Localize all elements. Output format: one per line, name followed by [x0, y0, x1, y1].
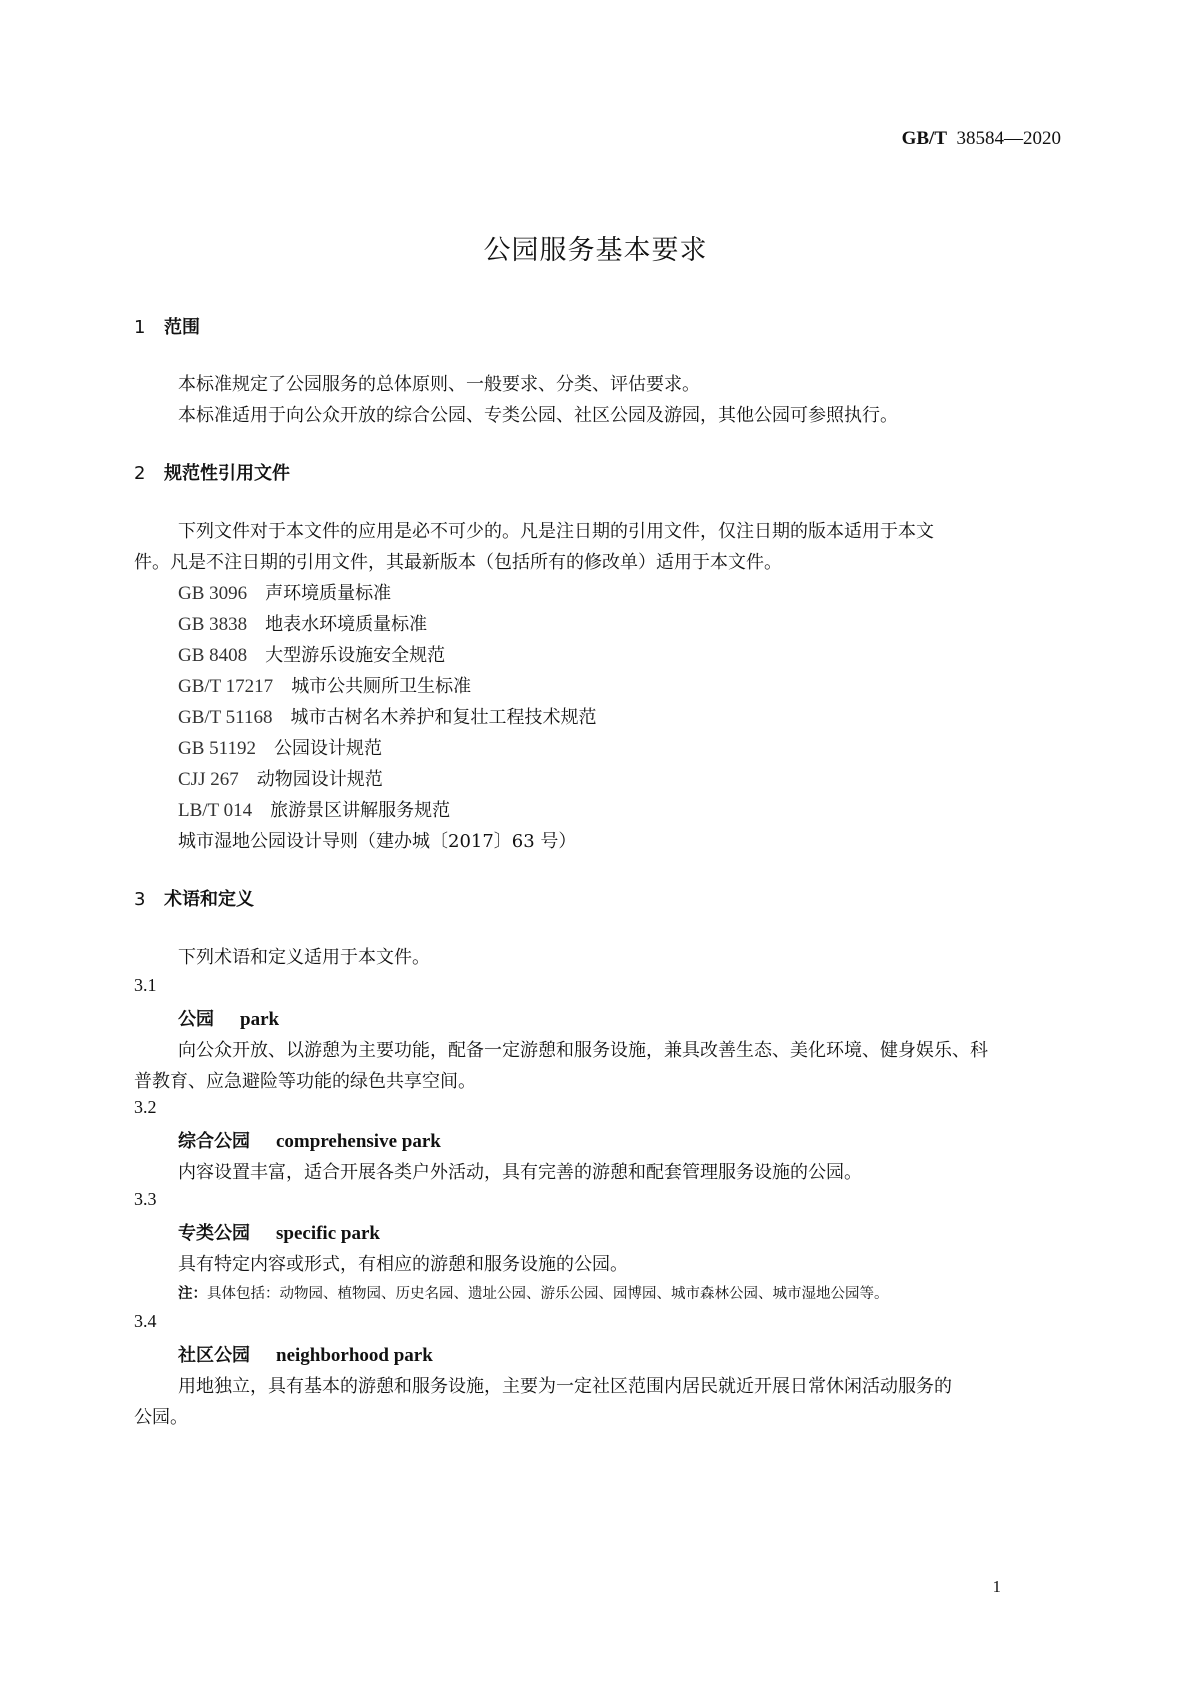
reference-item: CJJ 267 动物园设计规范	[178, 769, 383, 790]
normative-intro-line-2: 件。凡是不注日期的引用文件，其最新版本（包括所有的修改单）适用于本文件。	[134, 552, 782, 573]
reference-item-last: 城市湿地公园设计导则（建办城〔2017〕63 号）	[178, 831, 577, 852]
term-number: 3.2	[134, 1097, 157, 1117]
term-definition: 用地独立，具有基本的游憩和服务设施，主要为一定社区范围内居民就近开展日常休闲活动服务的	[178, 1376, 952, 1397]
terms-intro: 下列术语和定义适用于本文件。	[178, 947, 430, 968]
term-heading: 社区公园 neighborhood park	[178, 1345, 433, 1366]
normative-intro-line-1: 下列文件对于本文件的应用是必不可少的。凡是注日期的引用文件，仅注日期的版本适用于本文	[178, 521, 934, 542]
section-1-heading: 1 范围	[134, 317, 200, 338]
scope-paragraph-1: 本标准规定了公园服务的总体原则、一般要求、分类、评估要求。	[178, 374, 700, 395]
scope-paragraph-2: 本标准适用于向公众开放的综合公园、专类公园、社区公园及游园，其他公园可参照执行。	[178, 405, 898, 426]
term-number: 3.4	[134, 1311, 157, 1331]
term-number: 3.3	[134, 1189, 157, 1209]
page-title: 公园服务基本要求	[483, 235, 708, 266]
reference-item: LB/T 014 旅游景区讲解服务规范	[178, 800, 451, 821]
reference-item: GB/T 17217 城市公共厕所卫生标准	[178, 676, 472, 697]
reference-item: GB 3838 地表水环境质量标准	[178, 614, 428, 635]
term-heading: 综合公园 comprehensive park	[178, 1131, 441, 1152]
reference-item: GB 3096 声环境质量标准	[178, 583, 392, 604]
term-definition: 公园。	[134, 1407, 188, 1428]
term-definition: 具有特定内容或形式，有相应的游憩和服务设施的公园。	[178, 1254, 628, 1275]
section-2-heading: 2 规范性引用文件	[134, 463, 290, 484]
term-heading: 公园 park	[178, 1009, 280, 1030]
term-definition: 普教育、应急避险等功能的绿色共享空间。	[134, 1071, 476, 1092]
reference-item: GB 8408 大型游乐设施安全规范	[178, 645, 446, 666]
term-heading: 专类公园 specific park	[178, 1223, 380, 1244]
term-definition: 向公众开放、以游憩为主要功能，配备一定游憩和服务设施，兼具改善生态、美化环境、健身娱乐、科	[178, 1040, 988, 1061]
term-number: 3.1	[134, 975, 157, 995]
page-number: 1	[992, 1577, 1001, 1596]
term-note: 注：具体包括：动物园、植物园、历史名园、遗址公园、游乐公园、园博园、城市森林公园、城市湿地公园等。	[178, 1285, 889, 1302]
reference-item: GB/T 51168 城市古树名木养护和复壮工程技术规范	[178, 707, 597, 728]
term-definition: 内容设置丰富，适合开展各类户外活动，具有完善的游憩和配套管理服务设施的公园。	[178, 1162, 862, 1183]
section-3-heading: 3 术语和定义	[134, 889, 254, 910]
standard-number: GB/T 38584—2020	[901, 128, 1061, 149]
reference-item: GB 51192 公园设计规范	[178, 738, 382, 759]
